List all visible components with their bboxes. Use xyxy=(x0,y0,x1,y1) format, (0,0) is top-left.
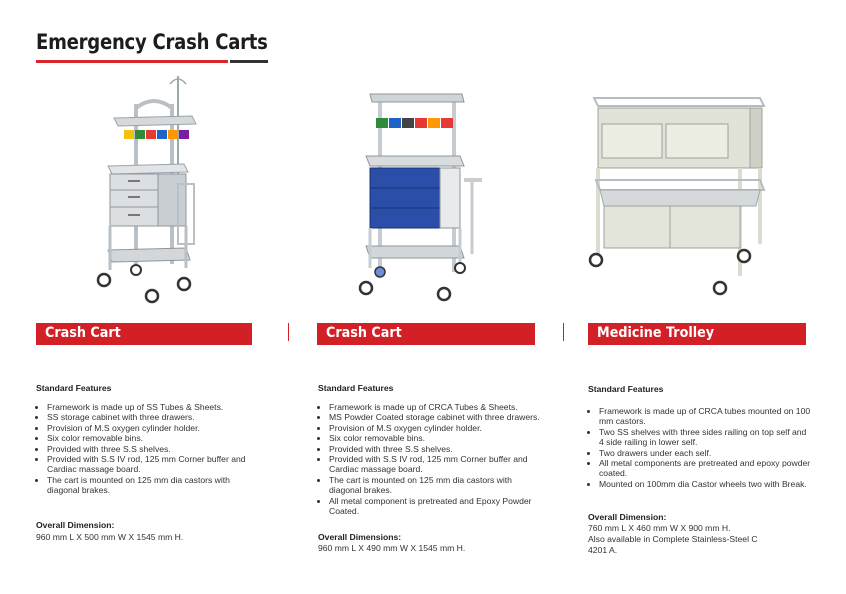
list-item: • SS storage cabinet with three drawers. xyxy=(47,412,263,422)
list-item: • Provided with three S.S shelves. xyxy=(329,444,541,454)
column-divider xyxy=(288,323,289,341)
product-banner-2 xyxy=(317,323,535,345)
color-bins xyxy=(376,118,453,128)
title-underline-accent xyxy=(230,60,268,63)
list-item: • Six color removable bins. xyxy=(329,433,541,443)
list-item: • Provision of M.S oxygen cylinder holder. xyxy=(47,423,263,433)
column-divider xyxy=(563,323,564,341)
dimension-value: 960 mm L X 500 mm W X 1545 mm H. xyxy=(36,532,184,542)
features-heading: Standard Features xyxy=(318,383,394,393)
product-name: Medicine Trolley xyxy=(597,325,715,341)
feature-list xyxy=(36,402,263,496)
list-item: • Six color removable bins. xyxy=(47,433,263,443)
color-bins xyxy=(124,130,189,139)
list-item: • Provided with three S.S shelves. xyxy=(47,444,263,454)
list-item: • Two SS shelves with three sides railing on top self and 4 side railing in lower self. xyxy=(599,427,811,448)
list-item: • Framework is made up of CRCA tubes mounted on 100 mm castors. xyxy=(599,406,811,427)
list-item: • Provided with S.S IV rod, 125 mm Corner buffer and Cardiac massage board. xyxy=(47,454,263,475)
list-item: • All metal components are pretreated and epoxy powder coated. xyxy=(599,458,811,479)
list-item: • Provided with S.S IV rod, 125 mm Corner buffer and Cardiac massage board. xyxy=(329,454,541,475)
crash-cart-blue-image xyxy=(352,82,490,304)
product-banner-3 xyxy=(588,323,806,345)
features-heading: Standard Features xyxy=(36,383,112,393)
features-heading: Standard Features xyxy=(588,384,664,394)
list-item: • The cart is mounted on 125 mm dia castors with diagonal brakes. xyxy=(47,475,263,496)
product-name: Crash Cart xyxy=(45,325,121,341)
list-item: • Mounted on 100mm dia Castor wheels two with Break. xyxy=(599,479,811,489)
list-item: • All metal component is pretreated and Epoxy Powder Coated. xyxy=(329,496,541,517)
dimension-heading: Overall Dimension: xyxy=(588,512,667,522)
product-name: Crash Cart xyxy=(326,325,402,341)
crash-cart-ss-image xyxy=(92,74,214,306)
list-item: • MS Powder Coated storage cabinet with three drawers. xyxy=(329,412,541,422)
dimension-heading: Overall Dimensions: xyxy=(318,532,402,542)
medicine-trolley-image xyxy=(584,94,768,300)
list-item: • Framework is made up of SS Tubes & Sheets. xyxy=(47,402,263,412)
list-item: • Framework is made up of CRCA Tubes & Sheets. xyxy=(329,402,541,412)
dimension-note: 4201 A. xyxy=(588,545,618,555)
list-item: • Two drawers under each self. xyxy=(599,448,811,458)
dimension-heading: Overall Dimension: xyxy=(36,520,115,530)
page-title: Emergency Crash Carts xyxy=(36,30,268,54)
dimension-note: Also available in Complete Stainless-Steel C xyxy=(588,534,758,544)
feature-list xyxy=(588,406,811,489)
list-item: • The cart is mounted on 125 mm dia castors with diagonal brakes. xyxy=(329,475,541,496)
dimension-value: 960 mm L X 490 mm W X 1545 mm H. xyxy=(318,543,466,553)
dimension-value: 760 mm L X 460 mm W X 900 mm H. xyxy=(588,523,731,533)
product-banner-1 xyxy=(36,323,252,345)
feature-list xyxy=(318,402,541,516)
list-item: • Provision of M.S oxygen cylinder holder. xyxy=(329,423,541,433)
title-underline xyxy=(36,60,228,63)
